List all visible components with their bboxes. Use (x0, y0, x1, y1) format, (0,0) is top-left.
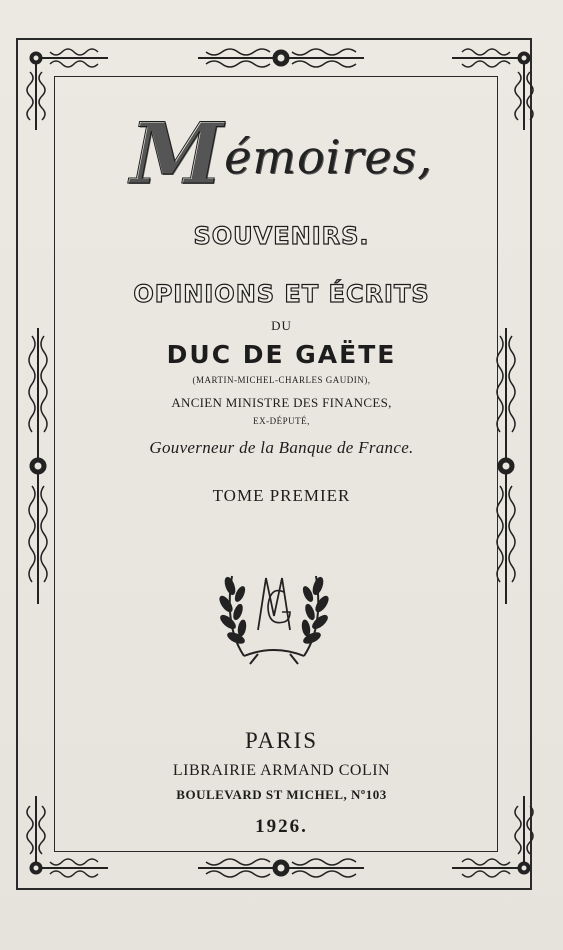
top-center-ornament-icon (196, 46, 366, 70)
subtitle-souvenirs: SOUVENIRS. (193, 222, 370, 250)
imprint-year: 1926. (255, 816, 308, 837)
subtitle-du: DU (271, 318, 292, 333)
imprint-address: BOULEVARD ST MICHEL, Nº103 (176, 787, 387, 802)
laurel-wreath-monogram-icon (214, 556, 334, 666)
volume-label: TOME PREMIER (212, 486, 351, 505)
subtitle-opinions: OPINIONS ET ÉCRITS (133, 280, 430, 308)
author-title: DUC DE GAËTE (166, 340, 397, 369)
memoires-initial: M (130, 104, 225, 203)
author-full-name: (MARTIN-MICHEL-CHARLES GAUDIN), (192, 375, 371, 385)
author-role-deputy: EX-DÉPUTÉ, (253, 416, 310, 426)
imprint-publisher: LIBRAIRIE ARMAND COLIN (172, 762, 391, 779)
title-memoires (0, 104, 563, 203)
author-role-governor: Gouverneur de la Banque de France. (149, 438, 414, 457)
author-role-minister: ANCIEN MINISTRE DES FINANCES, (171, 395, 392, 410)
bottom-center-ornament-icon (196, 856, 366, 880)
memoires-rest: émoires, (224, 130, 433, 184)
imprint-city: PARIS (244, 728, 319, 753)
